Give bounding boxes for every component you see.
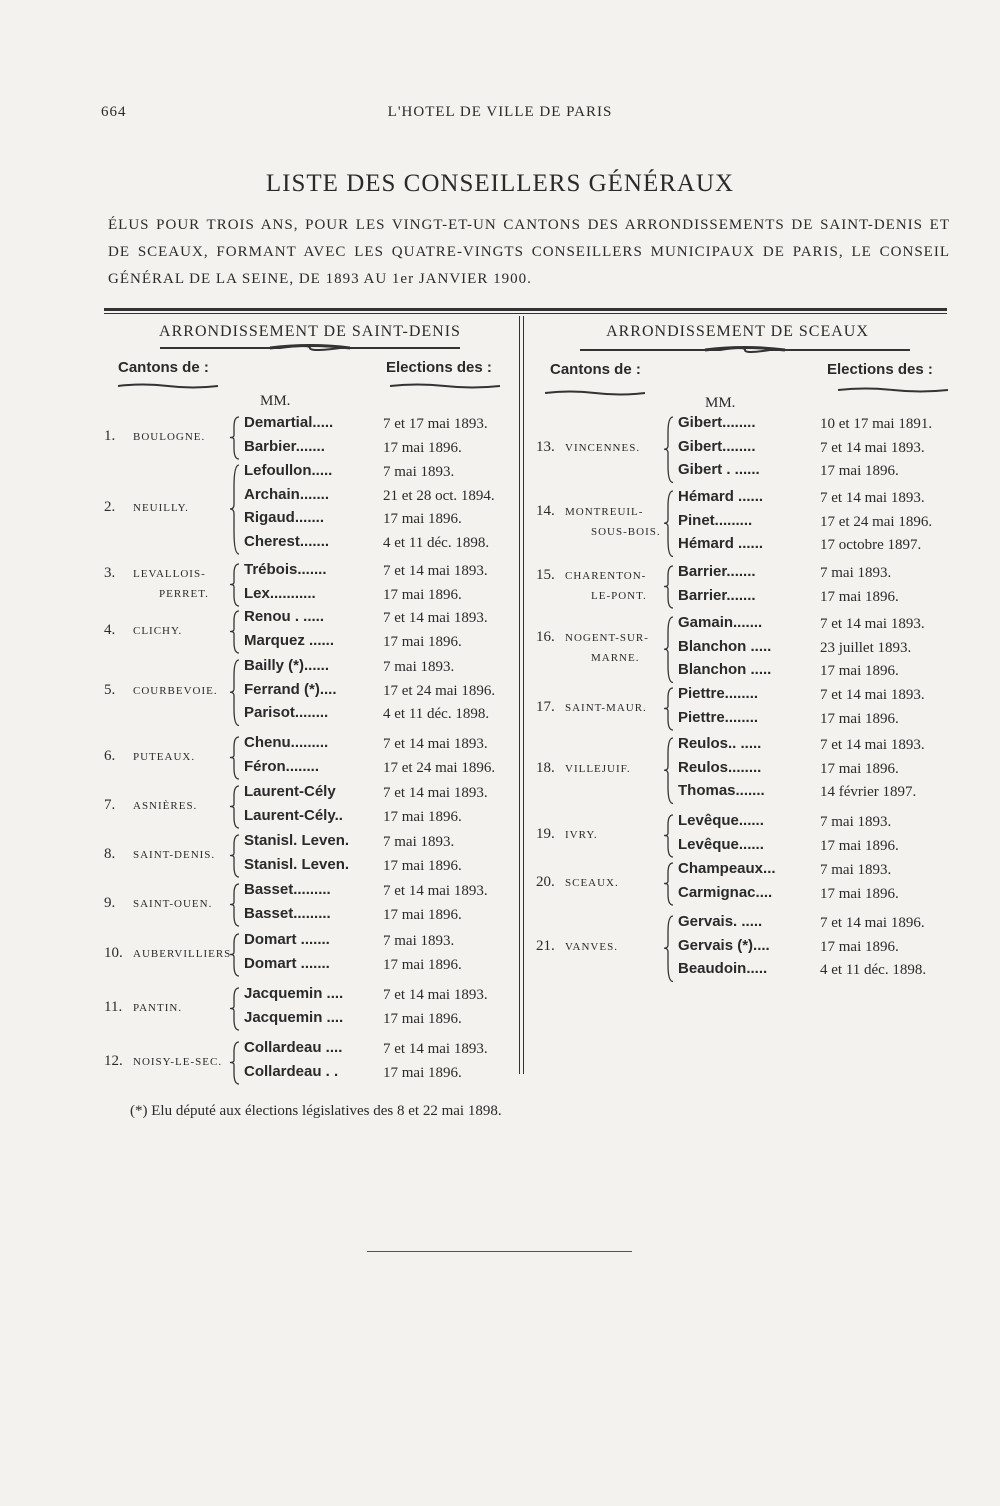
canton-name-text: PUTEAUX. <box>133 750 196 763</box>
subtitle: ÉLUS POUR TROIS ANS, POUR LES VINGT-ET-UN CANTONS DES ARRONDISSEMENTS DE SAINT-DENIS ET DE SCEAUX, FORMANT AVEC LES QUATRE-VINGTS CONSEILLERS MUNICIPAUX DE PARIS, LE CONSEIL GÉNÉRAL DE LA SEINE, DE 1893 AU 1er JANVIER 1900. <box>108 217 950 287</box>
election-date: 7 et 14 mai 1893. <box>820 737 925 753</box>
canton-name-text: AUBERVILLIERS <box>133 947 232 960</box>
canton-name <box>591 587 647 604</box>
election-date: 17 mai 1896. <box>383 586 462 603</box>
member-name: Hémard ...... <box>678 488 764 505</box>
election-date: 7 mai 1893. <box>383 834 455 850</box>
member-name: Thomas....... <box>678 782 765 799</box>
election-date: 14 février 1897. <box>820 784 917 800</box>
member-name: Blanchon ..... <box>678 661 772 678</box>
footnote: (*) Elu député aux élections législatives des 8 et 22 mai 1898. <box>130 1103 502 1119</box>
member-name: Parisot........ <box>244 704 329 721</box>
member-name: Archain....... <box>244 485 330 503</box>
canton-number: 3. <box>104 564 116 581</box>
member-name: Ferrand (*).... <box>244 680 337 698</box>
member-name: Blanchon ..... <box>678 637 772 655</box>
election-date: 17 mai 1896. <box>820 663 899 679</box>
member-name: Demartial..... <box>244 414 334 431</box>
canton-name-text: SAINT-OUEN. <box>133 897 213 910</box>
election-date: 7 mai 1893. <box>820 862 892 878</box>
canton-number: 21. <box>536 938 555 955</box>
canton-name <box>133 846 215 863</box>
sceaux-elections-header: Elections des : <box>827 361 933 378</box>
election-date: 7 et 14 mai 1893. <box>383 610 488 626</box>
canton-name <box>565 826 598 843</box>
canton-name-text: NOGENT-SUR- <box>565 632 649 645</box>
page-number: 664 <box>101 104 127 120</box>
election-date: 7 mai 1893. <box>820 565 892 581</box>
election-date: 21 et 28 oct. 1894. <box>383 487 495 504</box>
election-date: 17 mai 1896. <box>820 885 899 902</box>
election-date: 17 mai 1896. <box>820 710 899 727</box>
brace-icon <box>663 814 675 861</box>
member-name: Carmignac.... <box>678 883 773 901</box>
top-rule-thick <box>104 308 947 311</box>
election-date: 17 mai 1896. <box>383 808 462 825</box>
brace-icon <box>663 687 675 734</box>
member-name: Champeaux... <box>678 860 776 877</box>
election-date: 23 juillet 1893. <box>820 639 912 656</box>
election-date: 17 mai 1896. <box>820 938 899 955</box>
saint-denis-cantons-header: Cantons de : <box>118 359 209 376</box>
election-date: 7 mai 1893. <box>383 933 455 949</box>
canton-name <box>565 699 647 716</box>
member-name: Jacquemin .... <box>244 1008 344 1026</box>
brace-icon <box>229 416 241 463</box>
canton-name-text: PANTIN. <box>133 1001 183 1014</box>
canton-name-text: SAINT-DENIS. <box>133 848 216 861</box>
sceaux-elections-ornament <box>838 385 948 395</box>
canton-number: 14. <box>536 503 555 520</box>
member-name: Jacquemin .... <box>244 985 344 1002</box>
sceaux-title-ornament <box>580 345 910 355</box>
brace-icon <box>229 1041 241 1088</box>
canton-name <box>133 748 195 765</box>
canton-name-text: VANVES. <box>565 941 618 954</box>
canton-name-text: NEUILLY. <box>133 502 189 514</box>
brace-icon <box>229 464 241 558</box>
member-name: Reulos........ <box>678 758 762 776</box>
election-date: 7 et 14 mai 1893. <box>383 736 488 752</box>
member-name: Laurent-Cély <box>244 783 336 800</box>
election-date: 17 et 24 mai 1896. <box>383 759 496 776</box>
member-name: Lex........... <box>244 584 316 602</box>
saint-denis-title: ARRONDISSEMENT DE SAINT-DENIS <box>159 323 461 340</box>
canton-number: 7. <box>104 796 116 813</box>
election-date: 7 et 17 mai 1893. <box>383 416 488 432</box>
sceaux-cantons-ornament <box>545 388 645 398</box>
election-date: 17 mai 1896. <box>820 588 899 605</box>
member-name: Barbier....... <box>244 437 325 455</box>
member-name: Stanisl. Leven. <box>244 832 350 849</box>
election-date: 4 et 11 déc. 1898. <box>383 706 490 722</box>
brace-icon <box>229 736 241 783</box>
election-date: 7 et 14 mai 1896. <box>820 915 925 931</box>
member-name: Basset......... <box>244 904 331 922</box>
election-date: 17 mai 1896. <box>383 1064 462 1081</box>
canton-number: 13. <box>536 439 555 456</box>
canton-name-text: NOISY-LE-SEC. <box>133 1055 223 1068</box>
member-name: Lefoullon..... <box>244 462 333 479</box>
member-name: Collardeau .... <box>244 1039 343 1056</box>
brace-icon <box>663 737 675 808</box>
canton-name <box>591 649 639 666</box>
member-name: Trébois....... <box>244 561 327 578</box>
brace-icon <box>229 987 241 1034</box>
running-title: L'HOTEL DE VILLE DE PARIS <box>387 104 613 120</box>
canton-name-text: LEVALLOIS- <box>133 567 206 580</box>
canton-name <box>159 585 209 602</box>
election-date: 17 et 24 mai 1896. <box>820 513 933 530</box>
canton-name <box>133 999 182 1016</box>
member-name: Beaudoin..... <box>678 960 768 977</box>
canton-name-text: LE-PONT. <box>591 589 647 602</box>
canton-name <box>565 760 631 777</box>
election-date: 7 et 14 mai 1893. <box>383 785 488 801</box>
canton-name <box>133 1053 222 1070</box>
canton-number: 12. <box>104 1052 123 1069</box>
member-name: Pinet......... <box>678 511 753 529</box>
canton-name-text: MARNE. <box>591 652 640 665</box>
canton-number: 11. <box>104 998 123 1015</box>
column-divider-right <box>523 316 524 1074</box>
canton-name-text: COURBEVOIE. <box>133 685 218 698</box>
bottom-rule <box>367 1251 632 1252</box>
member-name: Chenu......... <box>244 734 329 751</box>
member-name: Gibert........ <box>678 437 756 455</box>
election-date: 7 et 14 mai 1893. <box>820 687 925 703</box>
canton-number: 17. <box>536 698 555 715</box>
election-date: 17 mai 1896. <box>820 463 899 479</box>
election-date: 17 mai 1896. <box>383 1010 462 1027</box>
canton-name <box>133 895 212 912</box>
canton-name <box>565 938 618 955</box>
election-date: 4 et 11 déc. 1898. <box>383 534 490 551</box>
brace-icon <box>229 883 241 930</box>
canton-number: 10. <box>104 944 123 961</box>
canton-name <box>133 622 182 639</box>
brace-icon <box>663 915 675 986</box>
election-date: 7 mai 1893. <box>820 814 892 830</box>
member-name: Levêque...... <box>678 812 764 829</box>
brace-icon <box>229 785 241 832</box>
election-date: 17 mai 1896. <box>383 633 462 650</box>
canton-name-text: SAINT-MAUR. <box>565 701 647 714</box>
canton-name-text: ASNIÈRES. <box>133 799 198 812</box>
canton-name-text: IVRY. <box>565 828 598 841</box>
sceaux-cantons-header: Cantons de : <box>550 361 641 378</box>
canton-name <box>133 565 206 582</box>
election-date: 7 mai 1893. <box>383 464 455 480</box>
saint-denis-mm-label: MM. <box>260 393 291 409</box>
canton-name <box>133 428 205 445</box>
member-name: Basset......... <box>244 881 331 898</box>
brace-icon <box>663 416 675 487</box>
canton-number: 2. <box>104 499 116 515</box>
canton-number: 1. <box>104 427 116 444</box>
member-name: Renou . ..... <box>244 608 325 625</box>
member-name: Domart ....... <box>244 954 330 972</box>
election-date: 10 et 17 mai 1891. <box>820 416 933 432</box>
canton-name-text: MONTREUIL- <box>565 506 644 519</box>
canton-name-text: SCEAUX. <box>565 876 619 889</box>
saint-denis-elections-header: Elections des : <box>386 359 492 376</box>
election-date: 17 mai 1896. <box>383 906 462 923</box>
election-date: 17 mai 1896. <box>820 760 899 777</box>
member-name: Piettre........ <box>678 685 759 702</box>
canton-name <box>133 945 231 962</box>
member-name: Rigaud....... <box>244 509 325 526</box>
member-name: Gamain....... <box>678 614 763 631</box>
canton-name <box>565 629 649 646</box>
member-name: Reulos.. ..... <box>678 735 762 752</box>
sceaux-mm-label: MM. <box>705 395 736 411</box>
column-divider-left <box>519 316 520 1074</box>
canton-number: 4. <box>104 621 116 638</box>
member-name: Levêque...... <box>678 835 764 853</box>
election-date: 7 et 14 mai 1893. <box>383 563 488 579</box>
canton-name-text: CHARENTON- <box>565 569 647 582</box>
election-date: 7 et 14 mai 1893. <box>820 490 925 506</box>
member-name: Bailly (*)...... <box>244 657 330 674</box>
canton-name <box>565 503 643 520</box>
brace-icon <box>229 834 241 881</box>
canton-name-text: SOUS-BOIS. <box>591 526 661 539</box>
canton-number: 18. <box>536 760 555 777</box>
member-name: Barrier....... <box>678 563 756 580</box>
canton-number: 16. <box>536 629 555 646</box>
canton-name-text: PERRET. <box>159 587 209 600</box>
top-rule-thin <box>104 313 947 314</box>
member-name: Laurent-Cély.. <box>244 806 343 824</box>
election-date: 7 et 14 mai 1893. <box>820 439 925 456</box>
brace-icon <box>663 565 675 612</box>
election-date: 7 mai 1893. <box>383 659 455 675</box>
canton-name <box>133 499 189 516</box>
canton-name <box>591 523 661 540</box>
canton-number: 20. <box>536 873 555 890</box>
election-date: 7 et 14 mai 1893. <box>383 987 488 1003</box>
canton-number: 9. <box>104 894 116 911</box>
member-name: Gibert........ <box>678 414 756 431</box>
brace-icon <box>229 933 241 980</box>
canton-number: 8. <box>104 845 116 862</box>
member-name: Barrier....... <box>678 586 756 604</box>
canton-number: 5. <box>104 682 116 699</box>
saint-denis-cantons-ornament <box>118 381 218 391</box>
canton-name <box>133 797 197 814</box>
member-name: Marquez ...... <box>244 631 335 649</box>
member-name: Gervais (*).... <box>678 936 770 954</box>
member-name: Féron........ <box>244 757 320 775</box>
page-title: LISTE DES CONSEILLERS GÉNÉRAUX <box>265 170 735 197</box>
member-name: Gibert . ...... <box>678 461 760 478</box>
election-date: 17 mai 1896. <box>383 857 462 874</box>
brace-icon <box>229 659 241 730</box>
election-date: 7 et 14 mai 1893. <box>383 883 488 899</box>
canton-name <box>565 439 640 456</box>
canton-name-text: VILLEJUIF. <box>565 763 631 776</box>
canton-name <box>565 567 646 584</box>
sceaux-title: ARRONDISSEMENT DE SCEAUX <box>606 323 869 340</box>
canton-number: 19. <box>536 825 555 842</box>
brace-icon <box>229 610 241 657</box>
brace-icon <box>663 490 675 561</box>
brace-icon <box>663 616 675 687</box>
canton-name-text: BOULOGNE. <box>133 430 206 443</box>
election-date: 17 mai 1896. <box>383 511 462 527</box>
member-name: Stanisl. Leven. <box>244 855 350 873</box>
member-name: Gervais. ..... <box>678 913 763 930</box>
canton-name-text: VINCENNES. <box>565 442 641 455</box>
election-date: 17 mai 1896. <box>383 439 462 456</box>
canton-number: 15. <box>536 566 555 583</box>
brace-icon <box>663 862 675 909</box>
member-name: Piettre........ <box>678 708 759 726</box>
member-name: Collardeau . . <box>244 1062 339 1080</box>
member-name: Domart ....... <box>244 931 330 948</box>
canton-name-text: CLICHY. <box>133 624 183 637</box>
member-name: Hémard ...... <box>678 535 764 552</box>
election-date: 7 et 14 mai 1893. <box>820 616 925 632</box>
election-date: 17 et 24 mai 1896. <box>383 682 496 699</box>
brace-icon <box>229 563 241 610</box>
election-date: 4 et 11 déc. 1898. <box>820 962 927 978</box>
canton-number: 6. <box>104 747 116 764</box>
election-date: 17 octobre 1897. <box>820 537 922 553</box>
canton-name <box>565 874 619 891</box>
election-date: 7 et 14 mai 1893. <box>383 1041 488 1057</box>
saint-denis-title-ornament <box>160 343 460 353</box>
election-date: 17 mai 1896. <box>383 956 462 973</box>
saint-denis-elections-ornament <box>390 381 500 391</box>
election-date: 17 mai 1896. <box>820 837 899 854</box>
member-name: Cherest....... <box>244 532 330 550</box>
canton-name <box>133 682 218 699</box>
